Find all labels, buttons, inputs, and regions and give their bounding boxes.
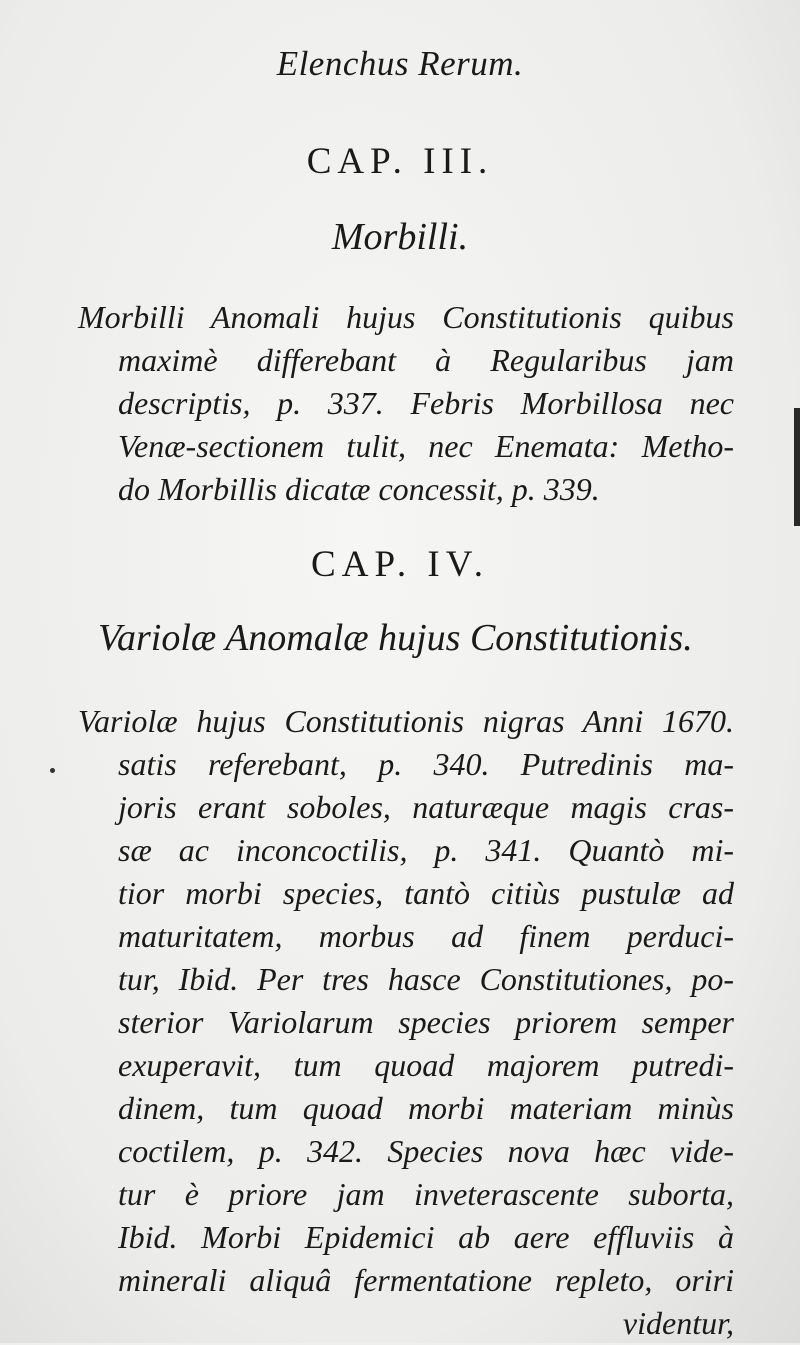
chapter-4-heading: CAP. IV. [311,544,489,585]
page-edge-shadow [794,408,800,526]
text-line: Variolæ hujus Constitutionis nigras Anni 1670. [78,703,734,739]
text-line: maturitatem, morbus ad finem perduci- [118,918,734,954]
catchword: videntur, [622,1305,734,1341]
text-line: sterior Variolarum species priorem semper [118,1004,734,1040]
text-line: dinem, tum quoad morbi materiam minùs [118,1090,734,1126]
running-head: Elenchus Rerum. [276,44,524,83]
text-line: descriptis, p. 337. Febris Morbillosa nec [118,385,734,421]
text-line: do Morbillis dicatæ concessit, p. 339. [118,471,600,507]
text-line: tior morbi species, tantò citiùs pustulæ ad [118,875,734,911]
text-line: satis referebant, p. 340. Putredinis ma- [118,746,734,782]
chapter-3-title: Morbilli. [331,216,469,258]
text-line: sæ ac inconcoctilis, p. 341. Quantò mi- [118,832,734,868]
text-line: minerali aliquâ fermentatione repleto, oriri [118,1262,734,1298]
text-line: exuperavit, tum quoad majorem putredi- [118,1047,734,1083]
chapter-4-paragraph [78,700,734,1345]
text-line: coctilem, p. 342. Species nova hæc vide- [118,1133,734,1169]
chapter-3-paragraph [78,296,734,511]
text-line: Venæ-sectionem tulit, nec Enemata: Metho- [118,428,734,464]
chapter-3-heading: CAP. III. [306,141,494,182]
text-line: Morbilli Anomali hujus Constitutionis quibus [78,299,734,335]
text-line: Ibid. Morbi Epidemici ab aere effluviis à [118,1219,734,1255]
text-line: tur è priore jam inveterascente suborta, [118,1176,734,1212]
text-line: tur, Ibid. Per tres hasce Constitutiones, po- [118,961,734,997]
text-line: joris erant soboles, naturæque magis cras- [118,789,734,825]
text-line: maximè differebant à Regularibus jam [118,342,734,378]
chapter-4-title: Variolæ Anomalæ hujus Constitutionis. [98,617,693,659]
ink-speck [50,768,55,773]
